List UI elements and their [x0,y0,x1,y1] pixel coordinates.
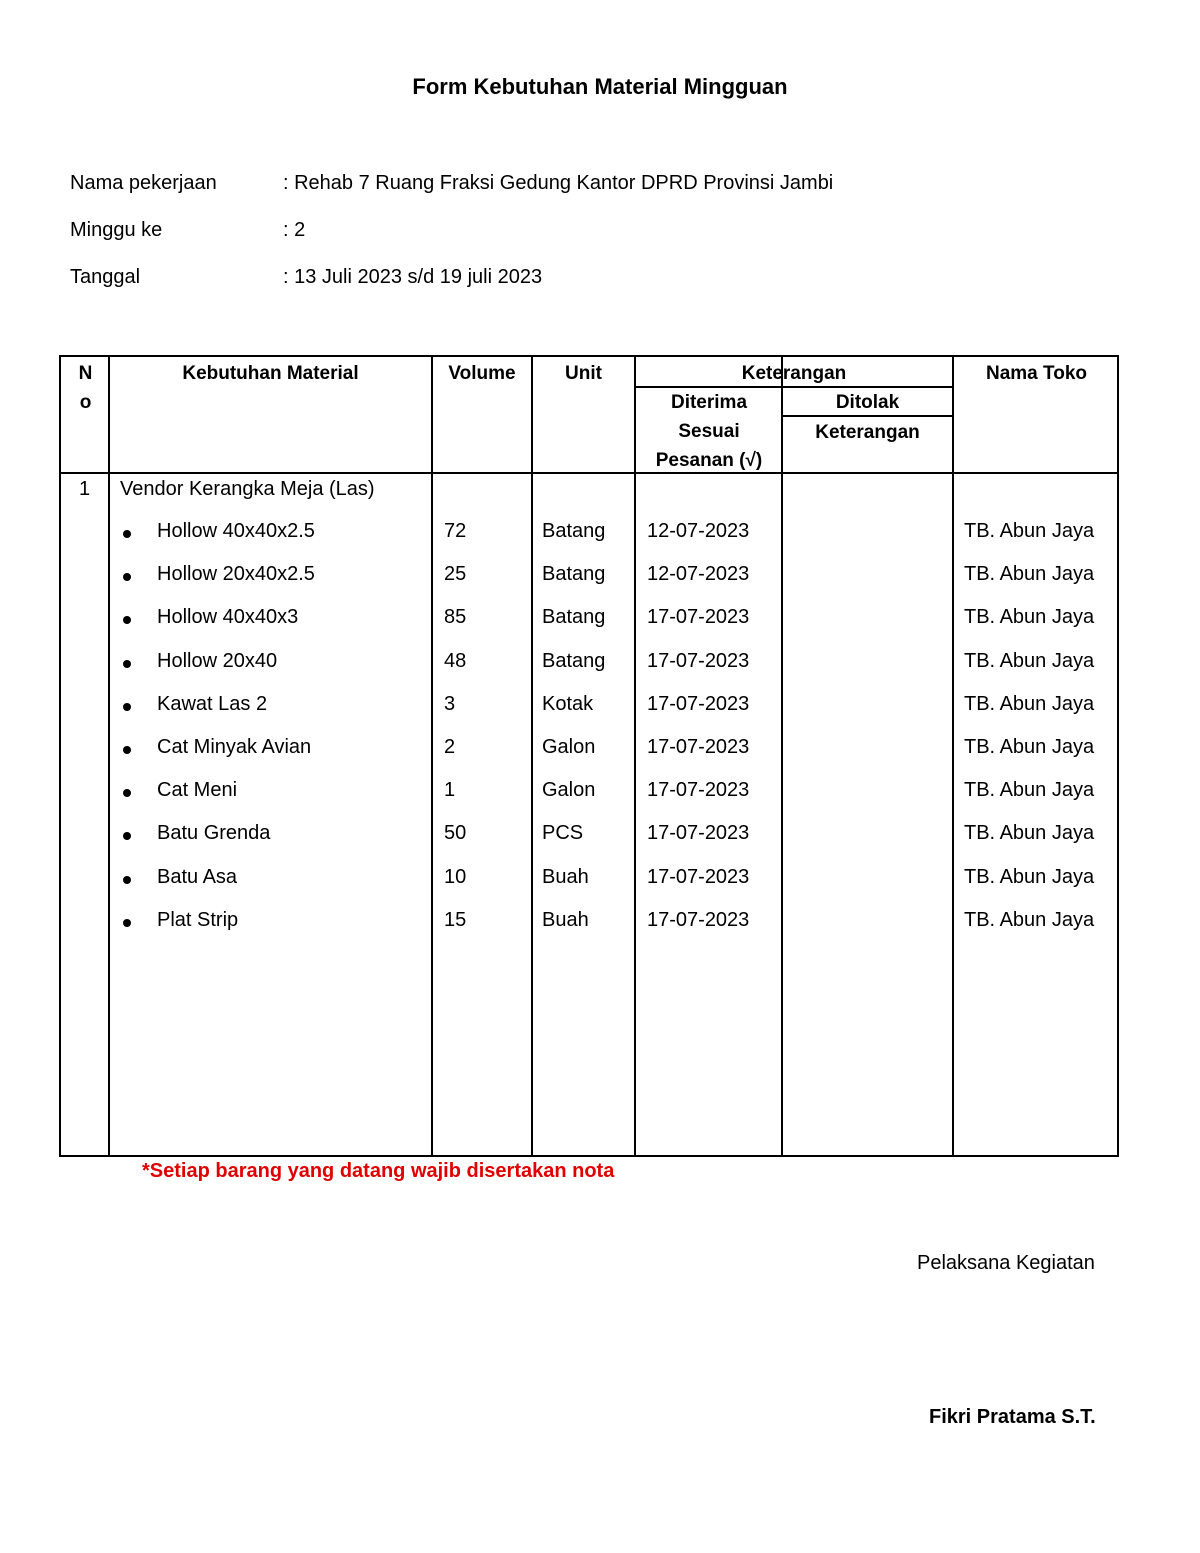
bullet-icon [123,616,131,624]
item-volume: 3 [444,693,456,715]
column-divider [431,357,433,1155]
item-volume: 48 [444,650,467,672]
item-toko: TB. Abun Jaya [964,693,1095,715]
item-toko: TB. Abun Jaya [964,650,1095,672]
bullet-icon [123,789,131,797]
item-name: Kawat Las 2 [157,693,268,715]
header-unit: Unit [565,363,602,384]
item-diterima-date: 12-07-2023 [647,520,750,542]
header-keterangan: Keterangan [741,363,847,384]
bullet-icon [123,573,131,581]
item-name: Batu Asa [157,866,238,888]
item-volume: 25 [444,563,467,585]
column-divider [531,357,533,1155]
pekerjaan-value: : Rehab 7 Ruang Fraksi Gedung Kantor DPRD Provinsi Jambi [283,172,834,194]
item-volume: 10 [444,866,467,888]
group-name: Vendor Kerangka Meja (Las) [120,478,375,500]
item-toko: TB. Abun Jaya [964,822,1095,844]
item-toko: TB. Abun Jaya [964,736,1095,758]
bullet-icon [123,832,131,840]
item-diterima-date: 12-07-2023 [647,563,750,585]
item-name: Hollow 40x40x2.5 [157,520,315,542]
item-toko: TB. Abun Jaya [964,520,1095,542]
item-volume: 2 [444,736,456,758]
tanggal-value: : 13 Juli 2023 s/d 19 juli 2023 [283,266,543,288]
item-toko: TB. Abun Jaya [964,909,1095,931]
bullet-icon [123,703,131,711]
header-ditolak-keterangan: Keterangan [815,422,920,443]
item-name: Plat Strip [157,909,239,931]
minggu-label: Minggu ke [70,219,163,241]
group-number: 1 [79,478,91,500]
item-toko: TB. Abun Jaya [964,866,1095,888]
bullet-icon [123,530,131,538]
item-name: Hollow 20x40x2.5 [157,563,315,585]
delivery-note: *Setiap barang yang datang wajib disertakan nota [142,1160,615,1182]
item-name: Hollow 40x40x3 [157,606,299,628]
item-unit: Kotak [542,693,594,715]
item-diterima-date: 17-07-2023 [647,822,750,844]
header-ditolak: Ditolak [835,392,900,413]
item-diterima-date: 17-07-2023 [647,909,750,931]
item-unit: Galon [542,779,596,801]
item-name: Cat Meni [157,779,238,801]
item-unit: Batang [542,650,606,672]
column-divider [781,357,783,1155]
item-name: Batu Grenda [157,822,271,844]
header-no-1: N [78,363,93,384]
bullet-icon [123,876,131,884]
header-nama-toko: Nama Toko [985,363,1087,384]
item-unit: Batang [542,606,606,628]
signature-name: Fikri Pratama S.T. [929,1406,1096,1428]
item-volume: 15 [444,909,467,931]
item-unit: Buah [542,909,589,931]
tanggal-label: Tanggal [70,266,141,288]
item-diterima-date: 17-07-2023 [647,693,750,715]
item-diterima-date: 17-07-2023 [647,606,750,628]
item-volume: 1 [444,779,456,801]
item-name: Cat Minyak Avian [157,736,312,758]
item-toko: TB. Abun Jaya [964,563,1095,585]
bullet-icon [123,919,131,927]
column-divider [634,357,636,1155]
bullet-icon [123,660,131,668]
item-unit: Batang [542,563,606,585]
item-unit: Buah [542,866,589,888]
item-volume: 85 [444,606,467,628]
item-diterima-date: 17-07-2023 [647,866,750,888]
item-diterima-date: 17-07-2023 [647,650,750,672]
material-table [59,355,1119,1157]
signature-role: Pelaksana Kegiatan [917,1252,1095,1274]
item-diterima-date: 17-07-2023 [647,736,750,758]
form-title: Form Kebutuhan Material Mingguan [412,74,788,99]
bullet-icon [123,746,131,754]
item-unit: PCS [542,822,584,844]
item-toko: TB. Abun Jaya [964,779,1095,801]
item-unit: Galon [542,736,596,758]
item-name: Hollow 20x40 [157,650,278,672]
header-no-2: o [79,392,92,413]
header-diterima: Diterima Sesuai Pesanan (√) [655,392,763,471]
pekerjaan-label: Nama pekerjaan [70,172,217,194]
column-divider [108,357,110,1155]
item-diterima-date: 17-07-2023 [647,779,750,801]
header-material: Kebutuhan Material [182,363,359,384]
item-unit: Batang [542,520,606,542]
item-toko: TB. Abun Jaya [964,606,1095,628]
item-volume: 72 [444,520,467,542]
header-bottom-border [61,472,1119,474]
header-volume: Volume [448,363,516,384]
minggu-value: : 2 [283,219,306,241]
item-volume: 50 [444,822,467,844]
column-divider [952,357,954,1155]
